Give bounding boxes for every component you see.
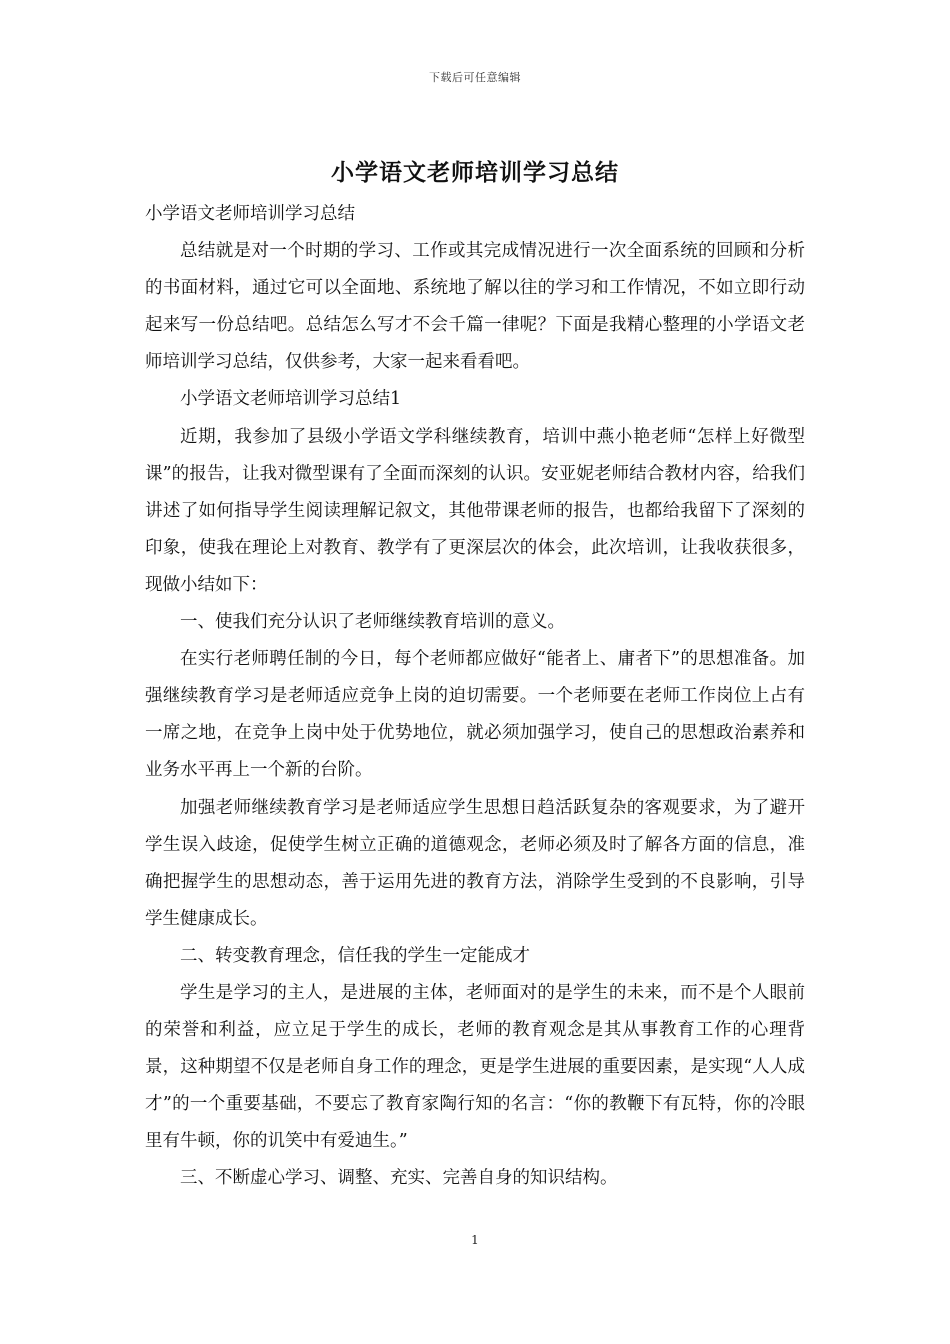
header-note: 下载后可任意编辑 [429,71,521,84]
document-title: 小学语文老师培训学习总结 [331,159,619,186]
point-heading-3: 三、不断虚心学习、调整、充实、完善自身的知识结构。 [180,1168,618,1189]
point-heading-2: 二、转变教育理念，信任我的学生一定能成才 [180,945,530,966]
body-paragraph: 近期，我参加了县级小学语文学科继续教育，培训中燕小艳老师“怎样上好微型课”的报告，让我对微型课有了全面而深刻的认识。安亚妮老师结合教材内容，给我们讲述了如何指导学生阅读理解记叙文，其他带课老师的报告，也都给我留下了深刻的印象，使我在理论上对教育、教学有了更深层次的体会，此次培训，让我收获很多，现做小结如下： [145,426,805,595]
document-body [145,196,805,1198]
page-number: 1 [471,1233,479,1247]
subtitle-paragraph: 小学语文老师培训学习总结 [145,204,355,224]
intro-paragraph: 总结就是对一个时期的学习、工作或其完成情况进行一次全面系统的回顾和分析的书面材料，通过它可以全面地、系统地了解以往的学习和工作情况，不如立即行动起来写一份总结吧。总结怎么写才不会千篇一律呢？下面是我精心整理的小学语文老师培训学习总结，仅供参考，大家一起来看看吧。 [145,241,805,373]
point-heading-1: 一、使我们充分认识了老师继续教育培训的意义。 [180,612,565,633]
body-paragraph: 学生是学习的主人，是进展的主体，老师面对的是学生的未来，而不是个人眼前的荣誉和利益，应立足于学生的成长，老师的教育观念是其从事教育工作的心理背景，这种期望不仅是老师自身工作的理念，更是学生进展的重要因素，是实现“人人成才”的一个重要基础，不要忘了教育家陶行知的名言：“你的教鞭下有瓦特，你的冷眼里有牛顿，你的讥笑中有爱迪生。” [145,982,805,1152]
body-paragraph: 在实行老师聘任制的今日，每个老师都应做好“能者上、庸者下”的思想准备。加强继续教育学习是老师适应竞争上岗的迫切需要。一个老师要在老师工作岗位上占有一席之地，在竞争上岗中处于优势地位，就必须加强学习，使自己的思想政治素养和业务水平再上一个新的台阶。 [145,649,805,781]
body-paragraph: 加强老师继续教育学习是老师适应学生思想日趋活跃复杂的客观要求，为了避开学生误入歧途，促使学生树立正确的道德观念，老师必须及时了解各方面的信息，准确把握学生的思想动态，善于运用先进的教育方法，消除学生受到的不良影响，引导学生健康成长。 [145,797,805,929]
section-heading-1: 小学语文老师培训学习总结1 [180,389,402,410]
